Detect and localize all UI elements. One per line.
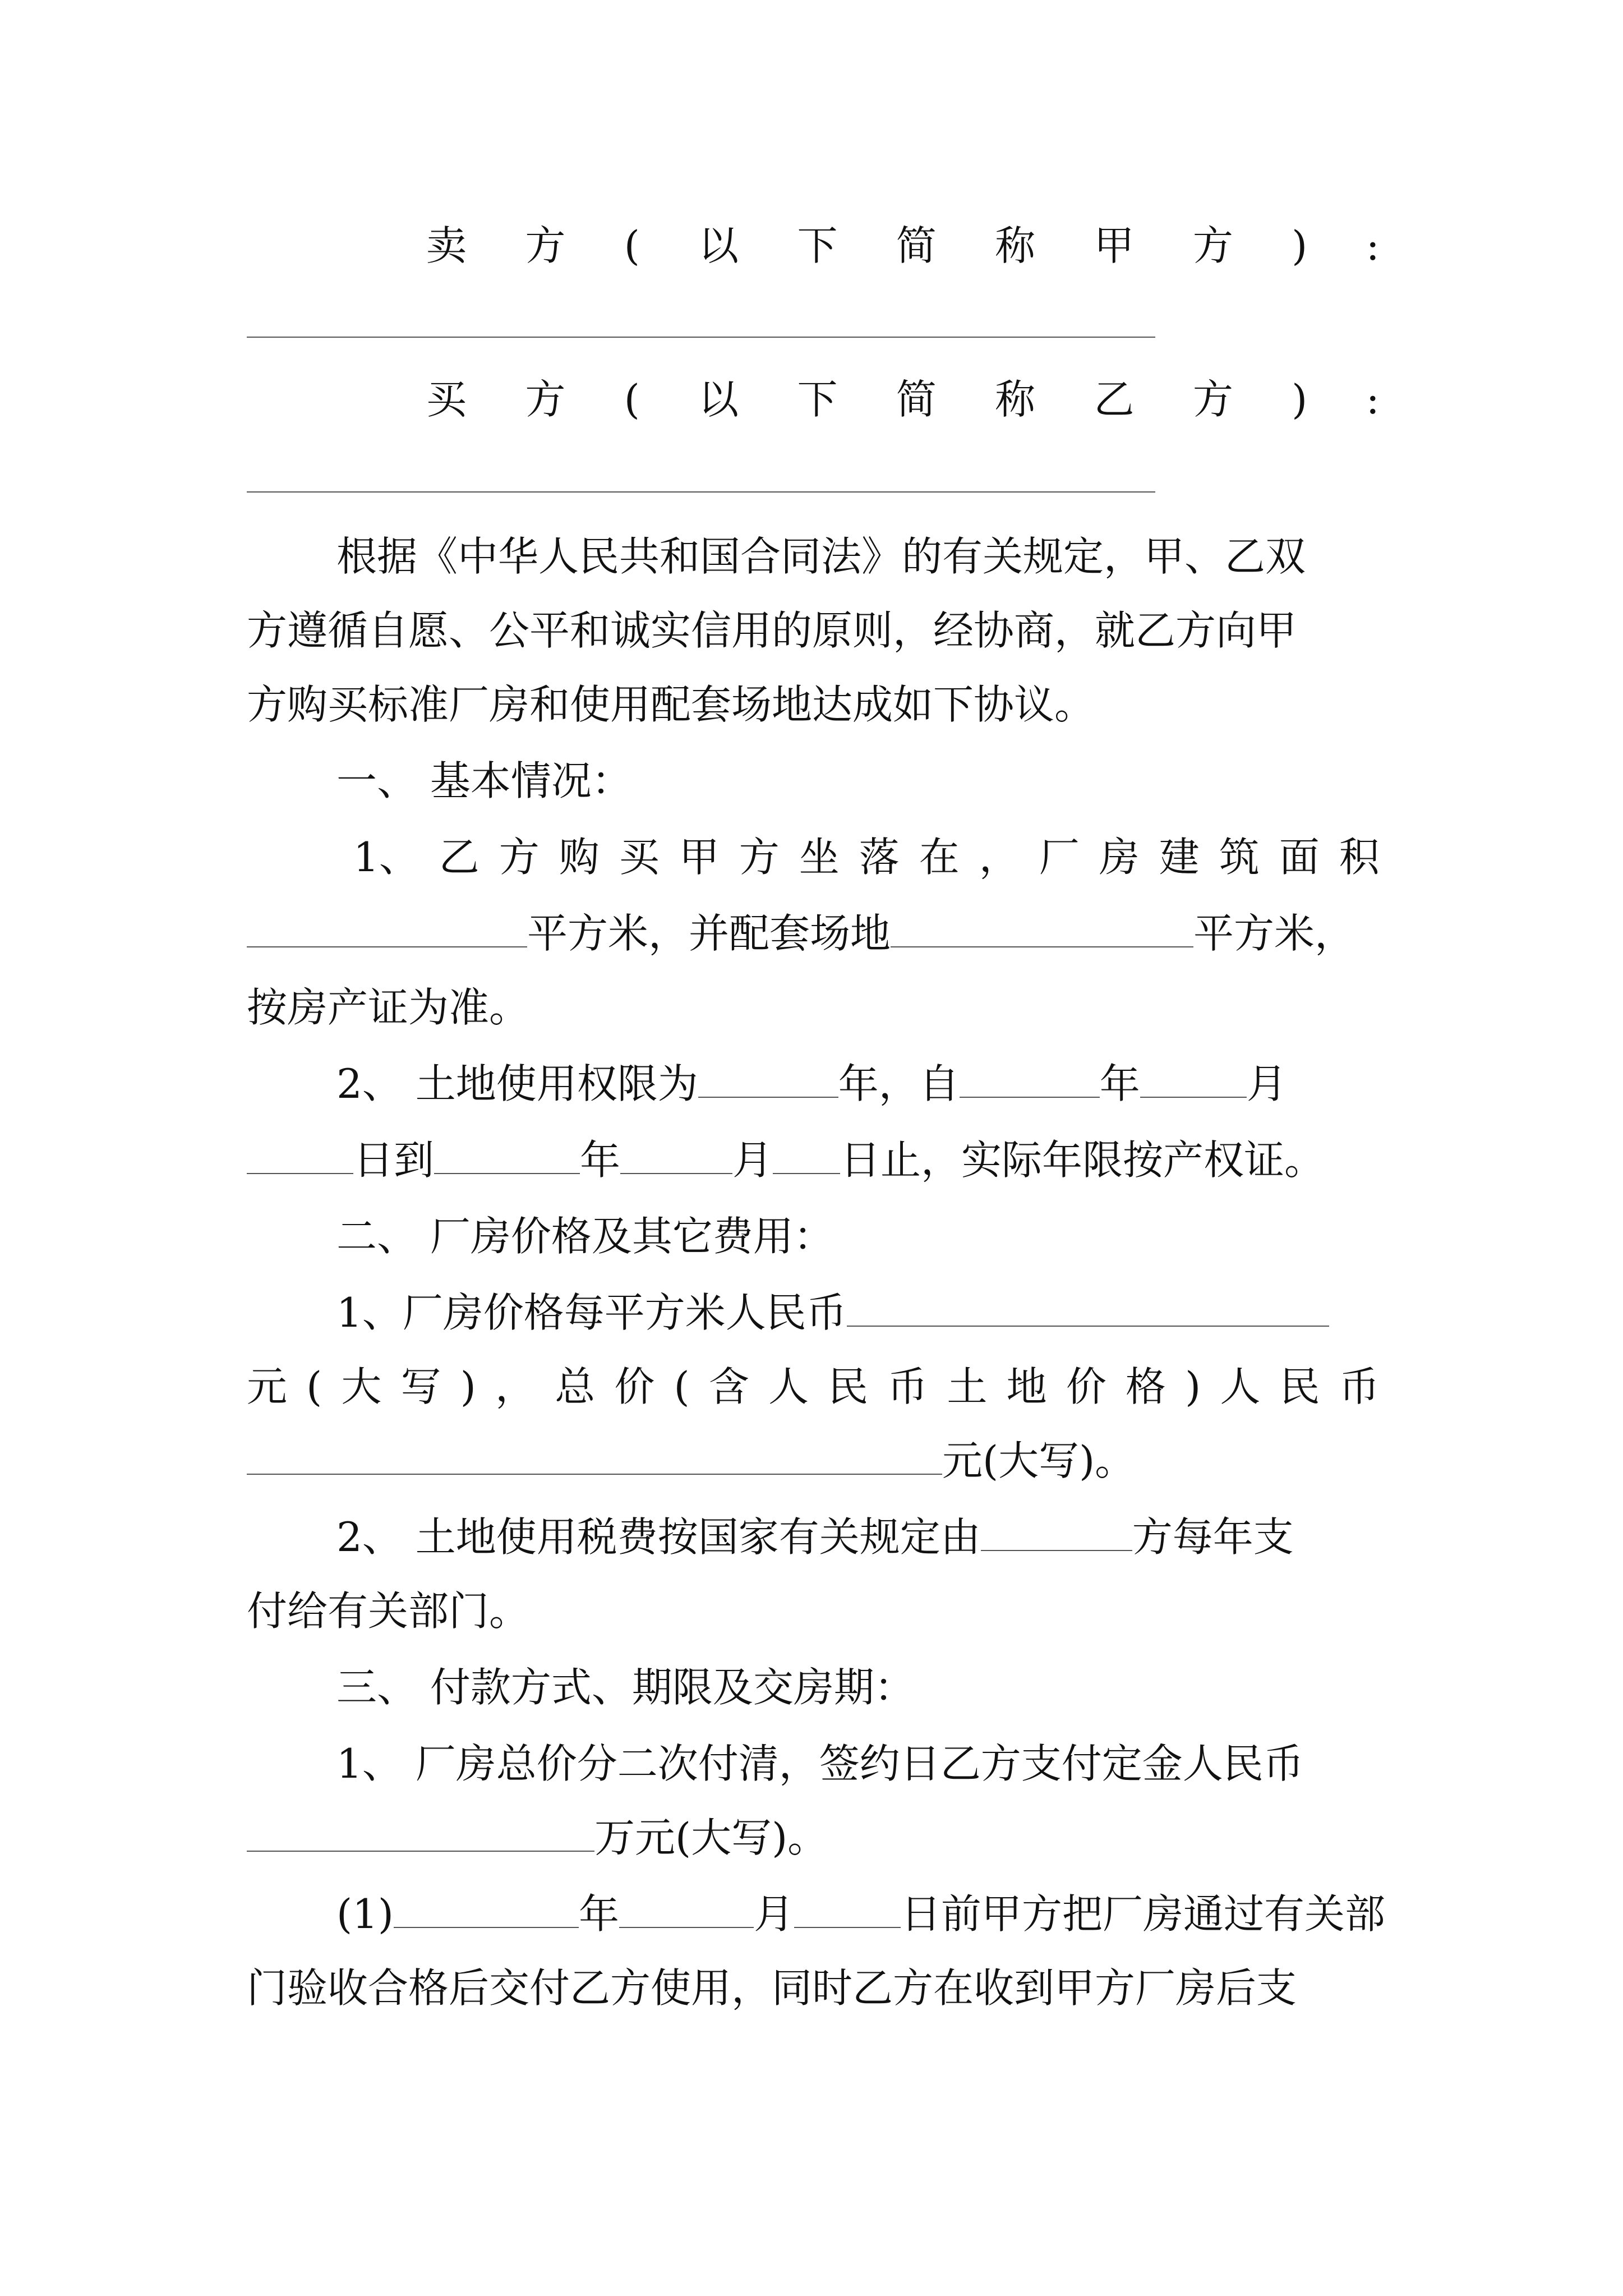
section-2-item-1-line-2-char-9: 含 — [708, 1363, 749, 1410]
section-2-item-1-line-3 — [247, 1434, 1135, 1488]
section-2-item-1-line-2-char-3: 写 — [400, 1363, 441, 1410]
seller-header-char-1: 方 — [525, 222, 566, 269]
buyer-header — [426, 372, 1380, 426]
buyer-header-char-4: 下 — [797, 376, 838, 423]
handover-month-label: 月 — [754, 1890, 795, 1938]
seller-header-char-9: ) — [1292, 222, 1308, 269]
start-year-blank[interactable] — [960, 1063, 1100, 1098]
section-3-sub-1-line-2: 门验收合格后交付乙方使用，同时乙方在收到甲方厂房后支 — [247, 1964, 1297, 2012]
section-1-item-1-char-10: ， — [979, 834, 1020, 881]
section-1-item-1 — [353, 830, 1380, 884]
seller-header-char-5: 简 — [896, 222, 937, 269]
seller-header-char-8: 方 — [1192, 222, 1233, 269]
section-2-item-1-line-1 — [336, 1286, 1329, 1340]
section-1-item-1-char-6: 方 — [739, 834, 780, 881]
section-1-item-1-char-11: 厂 — [1039, 834, 1080, 881]
seller-header-char-7: 甲 — [1094, 222, 1135, 269]
handover-year-label: 年 — [579, 1890, 620, 1938]
section-2-item-1-line-2-char-19: 民 — [1279, 1363, 1320, 1410]
seller-underline — [247, 337, 1155, 338]
seller-header-char-10: : — [1366, 222, 1380, 269]
section-2-item-1-line-2-char-7: 价 — [614, 1363, 655, 1410]
section-1-item-1-char-7: 坐 — [799, 834, 840, 881]
tax-suffix: 方每年支 — [1132, 1513, 1294, 1561]
section-1-item-1-char-1: 乙 — [439, 834, 479, 881]
building-area-blank[interactable] — [247, 913, 527, 947]
section-3-title: 三、 付款方式、期限及交房期： — [336, 1664, 915, 1711]
sub-item-number: (1) — [336, 1890, 394, 1938]
buyer-header-char-9: ) — [1292, 376, 1308, 423]
section-1-item-1-char-3: 购 — [559, 834, 600, 881]
section-2-item-1-line-2-char-4: ) — [460, 1363, 476, 1410]
site-area-blank[interactable] — [891, 913, 1193, 947]
intro-line-3: 方购买标准厂房和使用配套场地达成如下协议。 — [247, 681, 1095, 728]
end-day-blank[interactable] — [773, 1139, 840, 1174]
total-price-suffix: 元(大写)。 — [942, 1437, 1136, 1484]
section-1-item-1-char-13: 建 — [1159, 834, 1200, 881]
section-1-item-1-char-15: 面 — [1279, 834, 1320, 881]
start-month-blank[interactable] — [1140, 1063, 1247, 1098]
year-label-2: 年 — [1099, 1060, 1140, 1107]
section-1-item-1-char-5: 甲 — [679, 834, 720, 881]
section-1-item-1-char-0: 1、 — [353, 834, 419, 881]
seller-header-char-3: 以 — [698, 222, 739, 269]
section-2-item-1-line-2-char-11: 民 — [828, 1363, 869, 1410]
section-2-item-1-line-2-char-20: 币 — [1339, 1363, 1380, 1410]
section-1-item-1-line-3: 按房产证为准。 — [247, 984, 530, 1031]
section-1-title: 一、 基本情况： — [336, 757, 632, 804]
section-1-item-1-char-12: 房 — [1099, 834, 1140, 881]
section-1-item-1-char-4: 买 — [619, 834, 660, 881]
section-2-item-1-line-2-char-18: 人 — [1220, 1363, 1261, 1410]
land-tax-label: 2、 土地使用税费按国家有关规定由 — [336, 1513, 981, 1561]
section-2-item-1-line-2-char-14: 地 — [1006, 1363, 1047, 1410]
buyer-header-char-1: 方 — [525, 376, 566, 423]
buyer-header-char-7: 乙 — [1094, 376, 1135, 423]
unit-price-blank[interactable] — [847, 1292, 1329, 1327]
end-month-blank[interactable] — [620, 1139, 732, 1174]
section-2-item-1-line-2-char-0: 元 — [247, 1363, 288, 1410]
section-1-item-1-line-2 — [247, 907, 1355, 960]
section-1-item-1-char-8: 落 — [859, 834, 900, 881]
section-2-item-1-line-2-char-17: ) — [1185, 1363, 1201, 1410]
month-label: 月 — [1246, 1060, 1287, 1107]
section-2-item-1-line-2-char-16: 格 — [1125, 1363, 1166, 1410]
section-1-item-2-line-1 — [336, 1057, 1287, 1111]
day-to-label: 日到 — [353, 1137, 435, 1184]
section-1-item-2-line-2 — [247, 1133, 1325, 1187]
section-2-item-1-line-2-char-5: ， — [495, 1363, 536, 1410]
end-year-label: 年 — [580, 1137, 621, 1184]
section-2-item-1-line-2 — [247, 1360, 1380, 1414]
section-3-item-1-line-1: 1、 厂房总价分二次付清，签约日乙方支付定金人民币 — [336, 1740, 1304, 1787]
buyer-header-char-2: ( — [624, 376, 640, 423]
site-unit-label: 平方米， — [1193, 910, 1355, 957]
handover-month-blank[interactable] — [619, 1893, 754, 1928]
section-2-item-1-line-2-char-13: 土 — [947, 1363, 988, 1410]
handover-year-blank[interactable] — [394, 1893, 579, 1928]
intro-line-2: 方遵循自愿、公平和诚实信用的原则，经协商，就乙方向甲 — [247, 607, 1297, 654]
deposit-suffix: 万元(大写)。 — [594, 1814, 828, 1861]
section-2-item-1-line-2-char-12: 币 — [887, 1363, 928, 1410]
end-month-label: 月 — [732, 1137, 773, 1184]
buyer-header-char-8: 方 — [1192, 376, 1233, 423]
section-3-item-1-line-2 — [247, 1811, 828, 1865]
section-1-item-1-char-9: 在 — [919, 834, 960, 881]
seller-header — [426, 219, 1380, 273]
buyer-header-char-0: 买 — [426, 376, 467, 423]
area-unit-label: 平方米，并配套场地 — [527, 910, 891, 957]
buyer-header-char-5: 简 — [896, 376, 937, 423]
total-price-blank[interactable] — [247, 1440, 942, 1475]
buyer-underline — [247, 491, 1155, 493]
section-1-item-1-char-16: 积 — [1339, 834, 1380, 881]
intro-line-1: 根据《中华人民共和国合同法》的有关规定，甲、乙双 — [336, 533, 1306, 580]
section-1-item-1-char-14: 筑 — [1219, 834, 1260, 881]
seller-header-char-6: 称 — [995, 222, 1036, 269]
end-year-blank[interactable] — [434, 1139, 580, 1174]
seller-header-char-4: 下 — [797, 222, 838, 269]
buyer-header-char-6: 称 — [995, 376, 1036, 423]
land-term-label: 2、 土地使用权限为 — [336, 1060, 698, 1107]
end-label: 日止，实际年限按产权证。 — [840, 1137, 1325, 1184]
deposit-blank[interactable] — [247, 1817, 594, 1852]
year-label: 年，自 — [838, 1060, 960, 1107]
section-2-item-1-line-2-char-2: 大 — [341, 1363, 382, 1410]
section-2-item-2-line-2: 付给有关部门。 — [247, 1588, 530, 1635]
start-day-blank[interactable] — [247, 1139, 353, 1174]
buyer-header-char-3: 以 — [698, 376, 739, 423]
section-3-sub-1-line-1 — [336, 1887, 1385, 1941]
section-2-item-1-line-2-char-10: 人 — [768, 1363, 809, 1410]
section-2-item-1-line-2-char-8: ( — [674, 1363, 690, 1410]
buyer-header-char-10: : — [1366, 376, 1380, 423]
section-2-item-1-line-2-char-1: ( — [306, 1363, 322, 1410]
seller-header-char-2: ( — [624, 222, 640, 269]
handover-rest: 日前甲方把厂房通过有关部 — [901, 1890, 1386, 1938]
section-2-item-1-line-2-char-15: 价 — [1066, 1363, 1106, 1410]
unit-price-label: 1、厂房价格每平方米人民币 — [336, 1289, 847, 1336]
section-2-title: 二、 厂房价格及其它费用： — [336, 1213, 834, 1260]
section-2-item-2-line-1 — [336, 1510, 1294, 1564]
section-2-item-1-line-2-char-6: 总 — [555, 1363, 596, 1410]
tax-payer-blank[interactable] — [981, 1516, 1132, 1551]
handover-day-blank[interactable] — [794, 1893, 901, 1928]
section-1-item-1-char-2: 方 — [499, 834, 540, 881]
term-years-blank[interactable] — [698, 1063, 838, 1098]
seller-header-char-0: 卖 — [426, 222, 467, 269]
